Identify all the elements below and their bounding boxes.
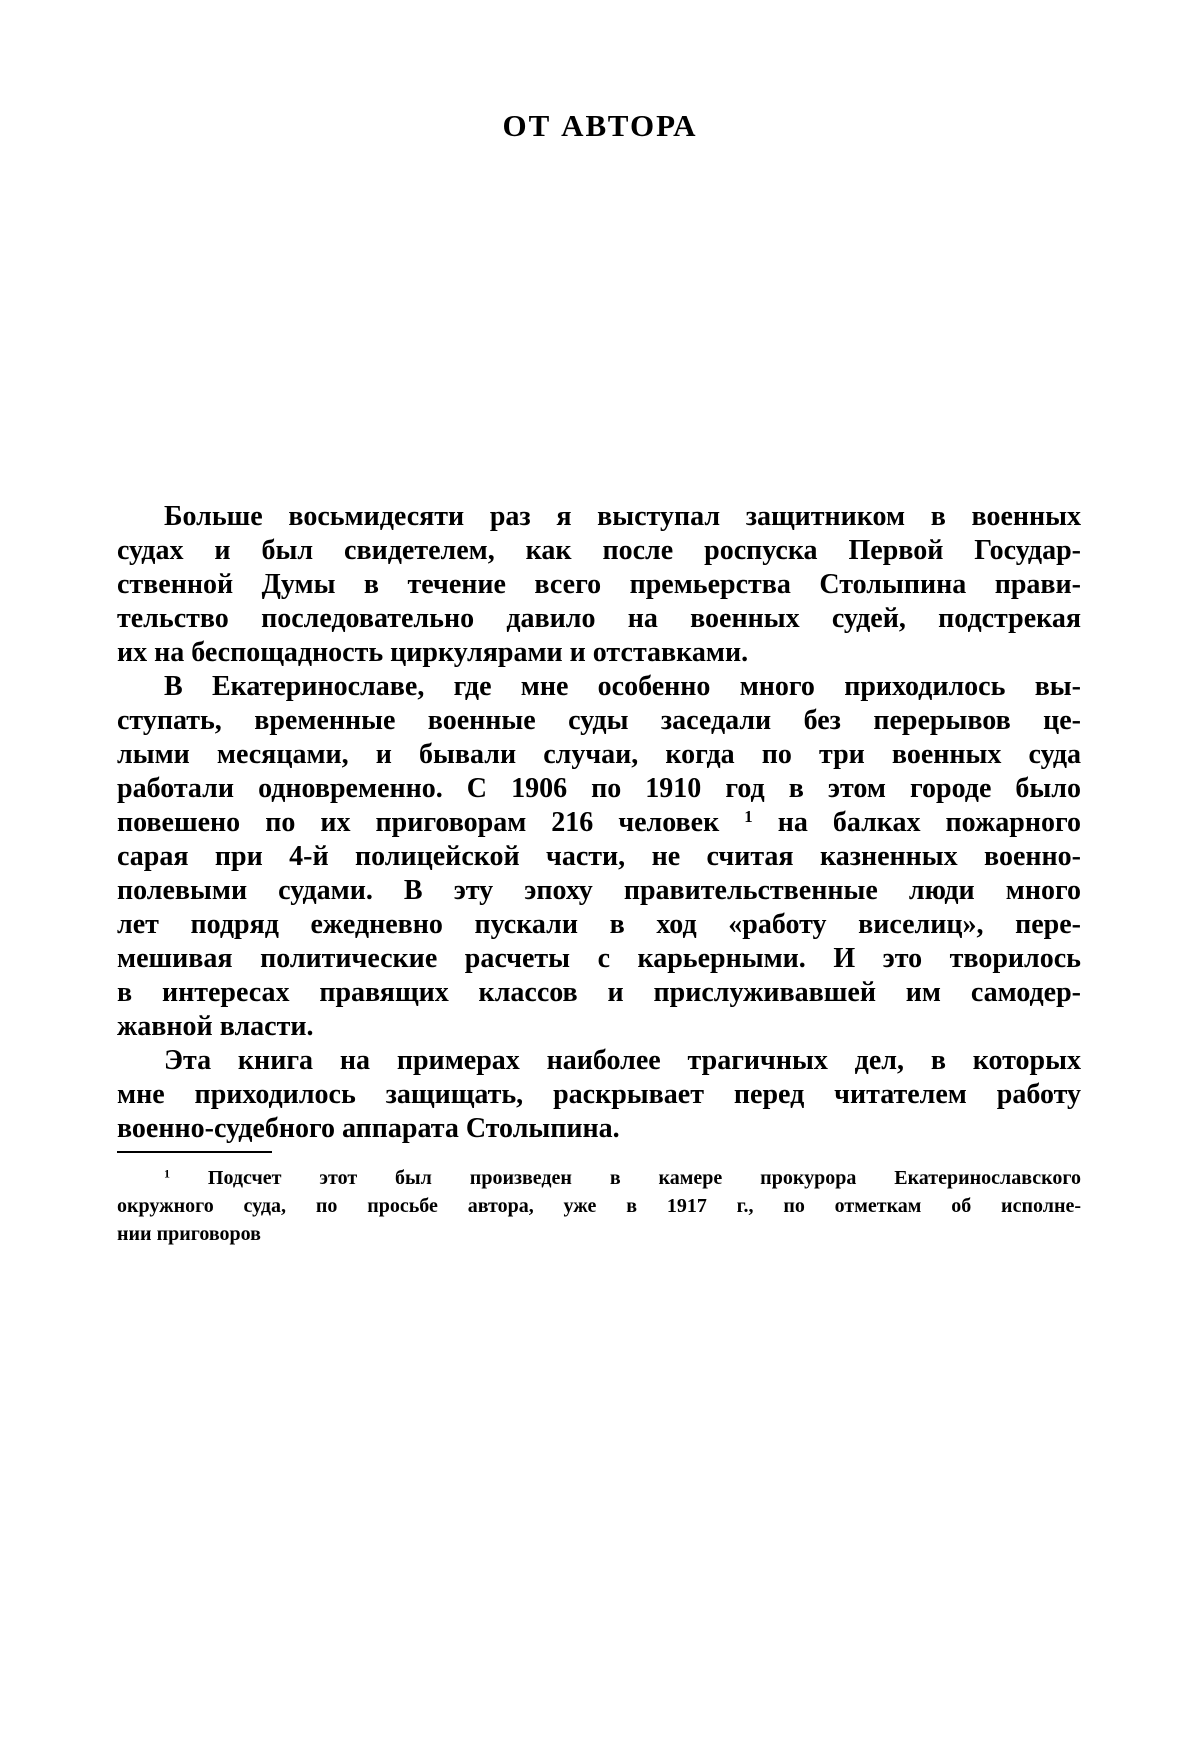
text-segment: повешено по их приговорам 216 человек [117, 807, 720, 838]
text-line: мне приходилось защищать, раскрывает перед читателем работу [117, 1079, 1081, 1110]
text-line: работали одновременно. С 1906 по 1910 год в этом городе было [117, 773, 1081, 804]
text-line: мешивая политические расчеты с карьерными. И это творилось [117, 943, 1081, 974]
text-line: их на беспощадность циркулярами и отставками. [117, 637, 749, 668]
text-line: военно-судебного аппарата Столыпина. [117, 1113, 620, 1144]
text-line: полевыми судами. В эту эпоху правительственные люди много [117, 875, 1081, 906]
text-line: судах и был свидетелем, как после роспуска Первой Государ- [117, 535, 1081, 566]
footnote-line: нии приговоров [117, 1223, 261, 1245]
text-line: тельство последовательно давило на военных судей, подстрекая [117, 603, 1081, 634]
text-line: сарая при 4-й полицейской части, не считая казненных военно- [117, 841, 1081, 872]
text-line: в интересах правящих классов и прислуживавшей им самодер- [117, 977, 1081, 1008]
text-line: жавной власти. [117, 1011, 314, 1042]
text-line: лет подряд ежедневно пускали в ход «работу виселиц», пере- [117, 909, 1081, 940]
footnote-ref[interactable]: 1 [744, 806, 753, 826]
footnote-text: Подсчет этот был произведен в камере прокурора Екатеринославского [207, 1167, 1082, 1189]
text-line: В Екатеринославе, где мне особенно много приходилось вы- [164, 671, 1081, 702]
text-segment: на балках пожарного [777, 807, 1082, 838]
text-line: Больше восьмидесяти раз я выступал защитником в военных [164, 501, 1081, 532]
page-title: ОТ АВТОРА [502, 108, 698, 143]
text-line-with-footnote [117, 806, 1081, 840]
text-line: ственной Думы в течение всего премьерства Столыпина прави- [117, 569, 1081, 600]
footnote-line [117, 1164, 1081, 1192]
text-line: ступать, временные военные суды заседали без перерывов це- [117, 705, 1081, 736]
footnote-line: окружного суда, по просьбе автора, уже в 1917 г., по отметкам об исполне- [117, 1195, 1081, 1217]
footnote-separator [117, 1151, 272, 1153]
text-line: лыми месяцами, и бывали случаи, когда по три военных суда [117, 739, 1081, 770]
footnote [117, 1164, 1081, 1248]
footnote-marker: 1 [164, 1166, 170, 1181]
main-text [117, 500, 1081, 1146]
text-line: Эта книга на примерах наиболее трагичных дел, в которых [164, 1045, 1081, 1076]
